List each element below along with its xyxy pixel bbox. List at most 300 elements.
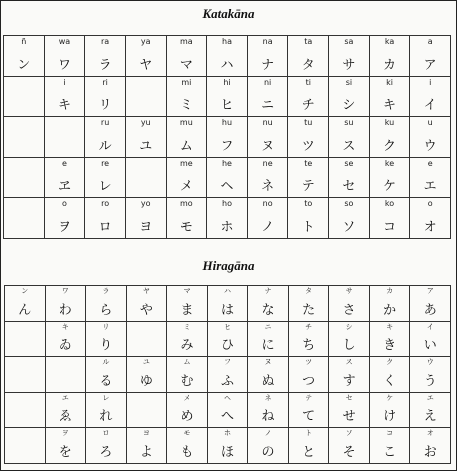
katakana-cell-romaji: ke — [384, 158, 395, 168]
katakana-cell — [329, 198, 370, 239]
hiragana-cell-character: し — [342, 338, 356, 354]
hiragana-cell — [208, 428, 249, 464]
hiragana-cell — [248, 428, 289, 464]
katakana-cell-character: ケ — [383, 179, 397, 195]
hiragana-cell-character: か — [383, 302, 397, 318]
hiragana-cell-romaji: チ — [305, 322, 313, 331]
katakana-cell-character: ツ — [301, 138, 315, 154]
hiragana-cell — [46, 357, 87, 393]
katakana-cell — [85, 77, 126, 118]
hiragana-cell-romaji: ヘ — [223, 393, 231, 402]
hiragana-cell-romaji: テ — [305, 393, 313, 402]
katakana-cell-romaji: nu — [262, 118, 273, 128]
hiragana-cell-romaji: ユ — [142, 358, 150, 367]
katakana-cell — [248, 36, 289, 77]
katakana-cell-romaji: to — [304, 199, 313, 209]
katakana-cell-romaji: ra — [100, 37, 110, 46]
katakana-cell — [4, 117, 45, 158]
katakana-cell — [370, 117, 411, 158]
hiragana-cell-character: り — [99, 338, 113, 354]
hiragana-cell — [127, 357, 168, 393]
katakana-cell — [167, 117, 208, 158]
katakana-cell — [329, 117, 370, 158]
katakana-cell-character: オ — [423, 219, 437, 235]
hiragana-cell-character: せ — [342, 409, 356, 425]
katakana-cell — [410, 198, 451, 239]
hiragana-cell-romaji: ソ — [345, 429, 353, 438]
katakana-cell-character: イ — [423, 98, 437, 114]
katakana-cell-romaji: ru — [100, 118, 110, 128]
hiragana-cell — [329, 393, 370, 429]
katakana-cell-romaji: yo — [140, 199, 151, 209]
katakana-cell-romaji: i — [63, 77, 66, 87]
hiragana-cell — [289, 286, 330, 322]
katakana-cell — [288, 198, 329, 239]
katakana-cell-romaji: no — [262, 199, 273, 209]
hiragana-cell-romaji: メ — [183, 393, 191, 402]
katakana-cell-character: タ — [301, 57, 315, 73]
hiragana-cell — [410, 286, 451, 322]
katakana-cell — [167, 77, 208, 118]
hiragana-cell — [289, 393, 330, 429]
hiragana-cell-character: こ — [383, 444, 397, 460]
hiragana-cell-romaji: エ — [61, 393, 69, 402]
hiragana-cell — [370, 322, 411, 358]
katakana-cell-character: ロ — [98, 219, 112, 235]
hiragana-cell-romaji: イ — [426, 322, 434, 331]
katakana-cell — [370, 158, 411, 199]
hiragana-cell-romaji: ラ — [102, 287, 110, 295]
hiragana-cell — [289, 322, 330, 358]
hiragana-cell — [86, 286, 127, 322]
katakana-cell-romaji: mu — [179, 118, 193, 128]
katakana-cell-romaji: ho — [222, 199, 232, 209]
katakana-cell-character: ク — [383, 138, 397, 154]
hiragana-cell-romaji: タ — [305, 287, 313, 295]
hiragana-cell-romaji: ワ — [61, 287, 69, 295]
hiragana-cell-romaji: ク — [386, 358, 394, 367]
hiragana-cell — [167, 393, 208, 429]
katakana-cell-character: ノ — [261, 219, 275, 235]
hiragana-cell-character: に — [261, 338, 275, 354]
katakana-cell — [126, 36, 167, 77]
hiragana-cell — [46, 428, 87, 464]
hiragana-cell — [289, 357, 330, 393]
katakana-cell-character: エ — [423, 179, 437, 195]
katakana-cell-character: ソ — [342, 219, 356, 235]
katakana-cell-romaji: sa — [344, 37, 354, 46]
katakana-cell-character: モ — [179, 219, 193, 235]
katakana-cell-character: ラ — [98, 57, 112, 73]
katakana-cell-character: チ — [301, 98, 315, 114]
katakana-cell — [85, 198, 126, 239]
katakana-cell-character: シ — [342, 98, 356, 114]
hiragana-cell-character: め — [180, 409, 194, 425]
hiragana-cell-romaji: ア — [426, 287, 434, 295]
hiragana-cell-character: る — [99, 373, 113, 389]
hiragana-cell-character: あ — [423, 302, 437, 318]
katakana-cell-character: ア — [423, 57, 437, 73]
hiragana-cell-character: ら — [99, 302, 113, 318]
hiragana-table — [4, 285, 451, 464]
katakana-cell-character: マ — [179, 57, 193, 73]
katakana-cell-character: ヌ — [261, 138, 275, 154]
katakana-cell-character: リ — [98, 98, 112, 114]
hiragana-cell-character: ゑ — [58, 409, 72, 425]
hiragana-cell — [86, 357, 127, 393]
katakana-cell-romaji: e — [427, 158, 433, 168]
katakana-cell-romaji: ka — [384, 37, 395, 46]
hiragana-cell-character: ま — [180, 302, 194, 318]
katakana-cell-romaji: tu — [304, 118, 313, 128]
hiragana-cell — [127, 393, 168, 429]
katakana-cell — [167, 198, 208, 239]
katakana-cell-character: サ — [342, 57, 356, 73]
katakana-cell-romaji: hi — [223, 77, 231, 87]
katakana-cell-character: ヤ — [139, 57, 153, 73]
katakana-cell — [126, 158, 167, 199]
katakana-cell — [45, 77, 86, 118]
katakana-cell — [207, 77, 248, 118]
katakana-cell-romaji: ñ — [21, 37, 27, 46]
hiragana-cell — [410, 393, 451, 429]
hiragana-cell — [167, 286, 208, 322]
katakana-cell — [248, 198, 289, 239]
katakana-cell-character: テ — [301, 179, 315, 195]
katakana-cell-romaji: ko — [384, 199, 395, 209]
katakana-cell-character: ウ — [423, 138, 437, 154]
katakana-cell-character: キ — [383, 98, 397, 114]
hiragana-cell-romaji: ヨ — [142, 429, 150, 438]
katakana-cell — [410, 117, 451, 158]
hiragana-cell-character: の — [261, 444, 275, 460]
hiragana-cell-romaji: ヤ — [142, 287, 150, 295]
hiragana-cell-character: れ — [99, 409, 113, 425]
hiragana-cell — [167, 357, 208, 393]
katakana-cell-character: ン — [17, 57, 31, 73]
katakana-cell-romaji: ne — [262, 158, 273, 168]
katakana-cell-romaji: ti — [305, 77, 311, 87]
hiragana-cell-character: く — [383, 373, 397, 389]
hiragana-cell-romaji: レ — [102, 393, 110, 402]
katakana-cell-character: コ — [383, 219, 397, 235]
katakana-cell-character: ヒ — [220, 98, 234, 114]
katakana-cell-romaji: ha — [222, 37, 232, 46]
katakana-cell — [45, 158, 86, 199]
hiragana-cell — [5, 357, 46, 393]
katakana-cell — [45, 198, 86, 239]
hiragana-cell-character: う — [423, 373, 437, 389]
hiragana-cell-romaji: ニ — [264, 322, 272, 331]
hiragana-cell-character: お — [423, 444, 437, 460]
hiragana-cell — [208, 322, 249, 358]
hiragana-cell-character: ろ — [99, 444, 113, 460]
hiragana-cell-romaji: ル — [102, 358, 110, 367]
katakana-cell-character: ホ — [220, 219, 234, 235]
hiragana-cell — [410, 357, 451, 393]
katakana-cell-character: ハ — [220, 57, 234, 73]
hiragana-cell-character: さ — [342, 302, 356, 318]
hiragana-cell-romaji: ミ — [183, 322, 191, 331]
hiragana-cell-character: や — [139, 302, 153, 318]
hiragana-cell-character: つ — [302, 373, 316, 389]
hiragana-cell-romaji: キ — [61, 322, 69, 331]
katakana-cell-character: ヨ — [139, 219, 153, 235]
katakana-cell-character: ヲ — [57, 219, 71, 235]
hiragana-cell-romaji: ロ — [102, 429, 110, 438]
hiragana-cell-character: ね — [261, 409, 275, 425]
katakana-cell — [370, 36, 411, 77]
katakana-cell-character: キ — [57, 98, 71, 114]
katakana-cell-romaji: so — [344, 199, 354, 209]
katakana-cell — [288, 158, 329, 199]
hiragana-cell-romaji: ナ — [264, 287, 272, 295]
hiragana-cell — [5, 322, 46, 358]
hiragana-cell-character: き — [383, 338, 397, 354]
katakana-cell — [370, 77, 411, 118]
hiragana-cell — [127, 286, 168, 322]
hiragana-cell-romaji: ケ — [386, 393, 394, 402]
hiragana-cell — [329, 428, 370, 464]
hiragana-cell-character: わ — [58, 302, 72, 318]
katakana-cell — [207, 198, 248, 239]
hiragana-cell-character: ふ — [220, 373, 234, 389]
hiragana-cell-character: ほ — [220, 444, 234, 460]
hiragana-cell — [127, 322, 168, 358]
katakana-cell — [45, 36, 86, 77]
hiragana-cell-character: そ — [342, 444, 356, 460]
hiragana-cell-romaji: ト — [305, 429, 313, 438]
katakana-cell — [126, 117, 167, 158]
hiragana-cell-character: を — [58, 444, 72, 460]
katakana-cell — [85, 158, 126, 199]
hiragana-cell-romaji: エ — [426, 393, 434, 402]
katakana-cell-romaji: mi — [181, 77, 192, 87]
hiragana-cell — [86, 393, 127, 429]
hiragana-cell — [370, 357, 411, 393]
katakana-cell — [370, 198, 411, 239]
hiragana-cell-romaji: ネ — [264, 393, 272, 402]
hiragana-cell — [410, 322, 451, 358]
katakana-cell-character: フ — [220, 138, 234, 154]
hiragana-cell-character: な — [261, 302, 275, 318]
katakana-cell-romaji: su — [344, 118, 354, 128]
katakana-cell-romaji: ya — [140, 37, 151, 46]
hiragana-cell-romaji: ノ — [264, 429, 272, 438]
katakana-cell-romaji: wa — [58, 37, 71, 46]
katakana-cell — [4, 77, 45, 118]
hiragana-cell-romaji: フ — [223, 358, 231, 367]
hiragana-cell-character: す — [342, 373, 356, 389]
katakana-cell-character: ヱ — [57, 179, 71, 195]
katakana-cell — [329, 77, 370, 118]
katakana-cell-romaji: o — [61, 199, 67, 209]
hiragana-cell-romaji: ン — [21, 287, 29, 295]
katakana-cell-romaji: ku — [384, 118, 395, 128]
katakana-cell — [45, 117, 86, 158]
katakana-cell — [126, 198, 167, 239]
hiragana-cell — [5, 428, 46, 464]
katakana-cell-romaji: te — [304, 158, 313, 168]
hiragana-cell — [248, 393, 289, 429]
hiragana-cell — [208, 357, 249, 393]
katakana-cell-romaji: e — [61, 158, 67, 168]
katakana-cell-character: ミ — [179, 98, 193, 114]
katakana-cell-character: カ — [383, 57, 397, 73]
katakana-cell-romaji: o — [427, 199, 433, 209]
katakana-cell-character: ト — [301, 219, 315, 235]
hiragana-cell-character: け — [383, 409, 397, 425]
katakana-cell-romaji: hu — [221, 118, 233, 128]
hiragana-cell-character: ぬ — [261, 373, 275, 389]
katakana-cell-romaji: na — [262, 37, 273, 46]
hiragana-cell — [329, 322, 370, 358]
hiragana-cell-character: ひ — [220, 338, 234, 354]
hiragana-cell-romaji: キ — [386, 322, 394, 331]
katakana-cell-character: ユ — [139, 138, 153, 154]
katakana-cell — [288, 77, 329, 118]
hiragana-cell-romaji: ウ — [426, 358, 434, 367]
hiragana-cell — [127, 428, 168, 464]
hiragana-cell-romaji: カ — [386, 287, 394, 295]
katakana-cell — [4, 36, 45, 77]
katakana-cell-romaji: ki — [386, 77, 393, 87]
katakana-cell — [167, 36, 208, 77]
katakana-cell — [4, 198, 45, 239]
katakana-cell-romaji: i — [429, 77, 432, 87]
katakana-cell-romaji: yu — [140, 118, 151, 128]
hiragana-cell — [86, 322, 127, 358]
katakana-cell-character: セ — [342, 179, 356, 195]
katakana-cell — [410, 77, 451, 118]
katakana-cell-character: ワ — [57, 57, 71, 73]
katakana-cell — [329, 36, 370, 77]
katakana-cell — [4, 158, 45, 199]
katakana-title: Katakāna — [202, 6, 255, 21]
hiragana-cell-romaji: セ — [345, 393, 353, 402]
hiragana-cell — [329, 357, 370, 393]
katakana-cell — [167, 158, 208, 199]
hiragana-cell-romaji: リ — [102, 322, 110, 331]
katakana-cell — [288, 117, 329, 158]
katakana-cell-romaji: se — [344, 158, 354, 168]
katakana-cell — [248, 77, 289, 118]
katakana-cell-romaji: a — [427, 37, 433, 46]
hiragana-cell-romaji: ハ — [223, 287, 231, 295]
katakana-cell-character: ネ — [261, 179, 275, 195]
hiragana-cell-character: よ — [139, 444, 153, 460]
hiragana-cell-character: ゆ — [139, 373, 153, 389]
hiragana-cell — [46, 322, 87, 358]
katakana-cell-romaji: ni — [263, 77, 272, 87]
hiragana-cell-romaji: ヲ — [61, 429, 69, 438]
katakana-cell — [248, 117, 289, 158]
hiragana-cell — [208, 393, 249, 429]
hiragana-cell-character: み — [180, 338, 194, 354]
hiragana-title: Hiragāna — [202, 258, 255, 273]
hiragana-cell — [167, 428, 208, 464]
hiragana-cell — [248, 357, 289, 393]
hiragana-cell-character: と — [302, 444, 316, 460]
hiragana-cell-romaji: ツ — [305, 358, 313, 367]
hiragana-cell-romaji: ム — [183, 358, 191, 367]
hiragana-cell-character: た — [302, 302, 316, 318]
katakana-cell — [207, 117, 248, 158]
katakana-cell-romaji: me — [179, 158, 193, 168]
hiragana-cell-character: ん — [18, 302, 32, 318]
hiragana-cell-character: ち — [302, 338, 316, 354]
hiragana-cell-character: へ — [220, 409, 234, 425]
hiragana-cell-character: い — [423, 338, 437, 354]
katakana-cell-character: ヘ — [220, 179, 234, 195]
hiragana-cell-character: も — [180, 444, 194, 460]
katakana-cell — [85, 117, 126, 158]
hiragana-cell-character: む — [180, 373, 194, 389]
katakana-cell-character: ム — [179, 138, 193, 154]
katakana-cell-romaji: mo — [180, 199, 193, 209]
hiragana-cell — [5, 393, 46, 429]
hiragana-cell — [370, 286, 411, 322]
hiragana-cell-character: え — [423, 409, 437, 425]
katakana-cell-romaji: he — [221, 158, 232, 168]
hiragana-cell — [370, 393, 411, 429]
hiragana-cell-character: ゐ — [58, 338, 72, 354]
hiragana-cell-character: て — [302, 409, 316, 425]
hiragana-cell-romaji: ホ — [223, 429, 231, 438]
katakana-cell-romaji: ri — [102, 77, 108, 87]
katakana-cell-romaji: ma — [180, 37, 193, 46]
katakana-cell-character: ル — [98, 138, 112, 154]
hiragana-cell — [248, 286, 289, 322]
katakana-cell — [410, 36, 451, 77]
hiragana-cell — [46, 393, 87, 429]
katakana-cell-character: レ — [98, 179, 112, 195]
hiragana-cell-romaji: マ — [183, 287, 191, 295]
hiragana-cell-romaji: ヌ — [264, 358, 272, 367]
hiragana-cell-romaji: モ — [183, 429, 191, 438]
hiragana-cell — [5, 286, 46, 322]
hiragana-cell — [248, 322, 289, 358]
hiragana-cell — [329, 286, 370, 322]
hiragana-cell-character: は — [220, 302, 234, 318]
katakana-cell — [248, 158, 289, 199]
katakana-cell-romaji: ta — [304, 37, 313, 46]
hiragana-cell-romaji: サ — [345, 287, 353, 295]
katakana-cell-character: ス — [342, 138, 356, 154]
katakana-cell — [85, 36, 126, 77]
katakana-cell — [288, 36, 329, 77]
hiragana-cell — [46, 286, 87, 322]
katakana-table — [3, 35, 451, 239]
katakana-cell — [207, 36, 248, 77]
katakana-cell-romaji: ro — [101, 199, 110, 209]
katakana-cell — [329, 158, 370, 199]
katakana-cell — [410, 158, 451, 199]
katakana-cell-character: ニ — [261, 98, 275, 114]
katakana-cell-romaji: re — [101, 158, 110, 168]
hiragana-cell — [86, 428, 127, 464]
hiragana-cell — [410, 428, 451, 464]
hiragana-cell — [370, 428, 411, 464]
katakana-cell — [207, 158, 248, 199]
hiragana-cell-romaji: コ — [386, 429, 394, 438]
hiragana-cell — [208, 286, 249, 322]
hiragana-cell-romaji: ヒ — [223, 322, 231, 331]
hiragana-cell — [289, 428, 330, 464]
katakana-cell-romaji: u — [427, 118, 433, 128]
katakana-cell-character: メ — [179, 179, 193, 195]
hiragana-cell-romaji: シ — [345, 322, 353, 331]
